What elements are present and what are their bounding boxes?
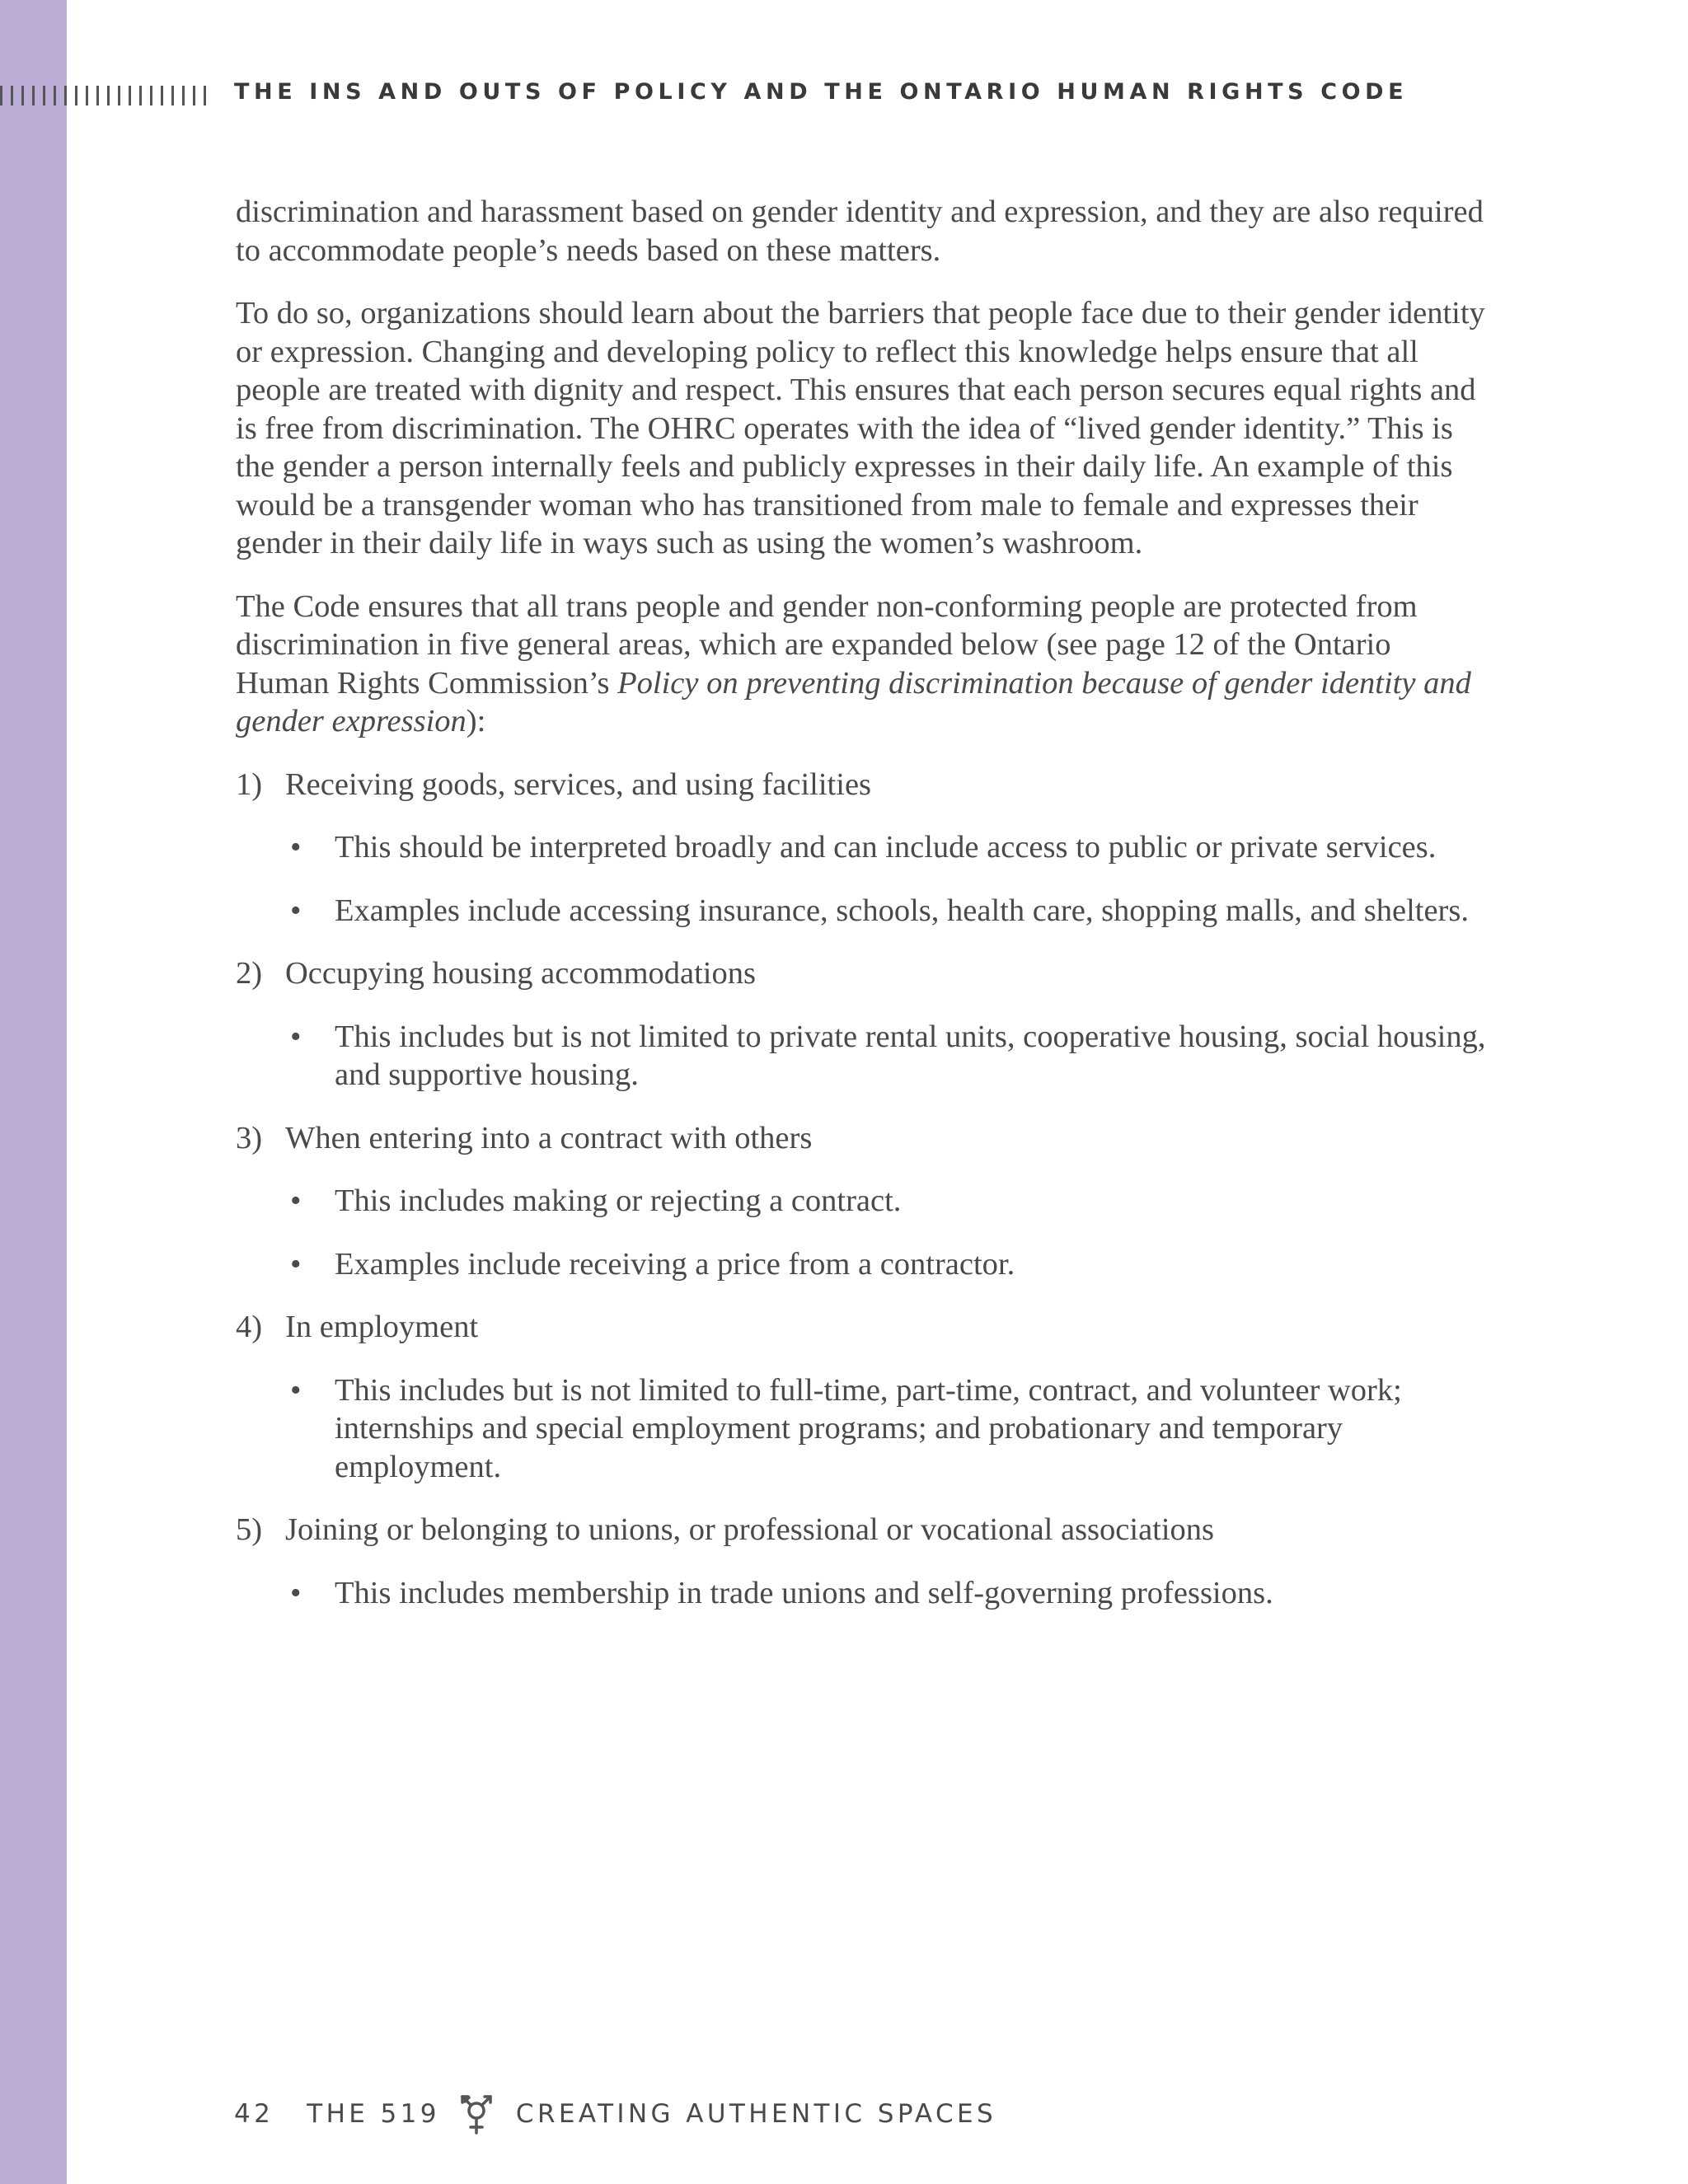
list-item: [236, 1511, 1489, 1612]
bullet-list: [285, 1182, 1489, 1283]
list-item-title: Receiving goods, services, and using facilities: [285, 766, 872, 802]
list-item: [236, 954, 1489, 1094]
bullet-text: This includes membership in trade unions and self-governing professions.: [335, 1575, 1273, 1610]
bullet-item: [285, 892, 1489, 930]
page-body: [236, 193, 1489, 1637]
header-tick-decoration: [0, 86, 206, 105]
list-item-title: When entering into a contract with others: [285, 1120, 813, 1155]
bullet-text: Examples include accessing insurance, schools, health care, shopping malls, and shelters.: [335, 893, 1469, 928]
bullet-icon: •: [290, 893, 302, 928]
paragraph-text: The Code ensures that all trans people and gender non-conforming people are protected from discrimination in five general areas, which are expanded below (see page 12 of the Ontario Human Rights Commission’s: [236, 588, 1418, 701]
bullet-list: [285, 1371, 1489, 1487]
bullet-list: [285, 828, 1489, 930]
paragraph-text: ):: [466, 704, 486, 738]
paragraph-intro-list: [236, 588, 1489, 741]
paragraph: discrimination and harassment based on gender identity and expression, and they are also required to accommodate people’s needs based on these matters.: [236, 194, 1484, 268]
bullet-item: [285, 1018, 1489, 1094]
running-header: THE INS AND OUTS OF POLICY AND THE ONTARIO HUMAN RIGHTS CODE: [234, 79, 1409, 105]
list-number: 2): [236, 956, 263, 991]
protected-areas-list: [236, 766, 1489, 1613]
organization-name: THE 519: [307, 2099, 440, 2129]
list-number: 4): [236, 1310, 263, 1344]
list-number: 3): [236, 1120, 263, 1155]
left-color-bar: [0, 0, 67, 2184]
page-number: 42: [234, 2099, 274, 2129]
page-footer: [234, 2091, 996, 2137]
bullet-icon: •: [290, 830, 302, 865]
policy-title: Policy on preventing discrimination because of gender identity and gender expression: [236, 665, 1471, 738]
bullet-item: [285, 1245, 1489, 1284]
bullet-item: [285, 1182, 1489, 1221]
publication-title: CREATING AUTHENTIC SPACES: [515, 2099, 997, 2129]
bullet-text: This includes but is not limited to private rental units, cooperative housing, social housing, and supportive housing.: [335, 1019, 1486, 1092]
bullet-icon: •: [290, 1372, 302, 1408]
list-item: [236, 766, 1489, 930]
bullet-icon: •: [290, 1575, 302, 1610]
transgender-symbol-icon: [458, 2091, 495, 2137]
list-item-title: Occupying housing accommodations: [285, 956, 756, 991]
bullet-item: [285, 1371, 1489, 1487]
list-item: [236, 1308, 1489, 1486]
bullet-list: [285, 1574, 1489, 1613]
bullet-text: This includes making or rejecting a contract.: [335, 1183, 902, 1218]
list-number: 5): [236, 1512, 263, 1547]
bullet-item: [285, 828, 1489, 867]
paragraph: To do so, organizations should learn about the barriers that people face due to their gender identity or expression. Changing and developing policy to reflect this knowledge helps ensure that all people are treated with dignity and respect. This ensures that each person secures equal rights and is free from discrimination. The OHRC operates with the idea of “lived gender identity.” This is the gender a person internally feels and publicly expresses in their daily life. An example of this would be a transgender woman who has transitioned from male to female and expresses their gender in their daily life in ways such as using the women’s washroom.: [236, 296, 1485, 560]
bullet-text: This includes but is not limited to full-time, part-time, contract, and volunteer work; internships and special employment programs; and probationary and temporary employment.: [335, 1372, 1402, 1484]
bullet-icon: •: [290, 1019, 302, 1054]
list-item-title: Joining or belonging to unions, or professional or vocational associations: [285, 1512, 1215, 1547]
bullet-text: Examples include receiving a price from a contractor.: [335, 1246, 1015, 1282]
list-item-title: In employment: [285, 1310, 479, 1344]
list-item: [236, 1119, 1489, 1284]
bullet-item: [285, 1574, 1489, 1613]
bullet-list: [285, 1018, 1489, 1094]
list-number: 1): [236, 766, 263, 802]
bullet-icon: •: [290, 1183, 302, 1218]
bullet-icon: •: [290, 1246, 302, 1282]
bullet-text: This should be interpreted broadly and can include access to public or private services.: [335, 830, 1437, 865]
